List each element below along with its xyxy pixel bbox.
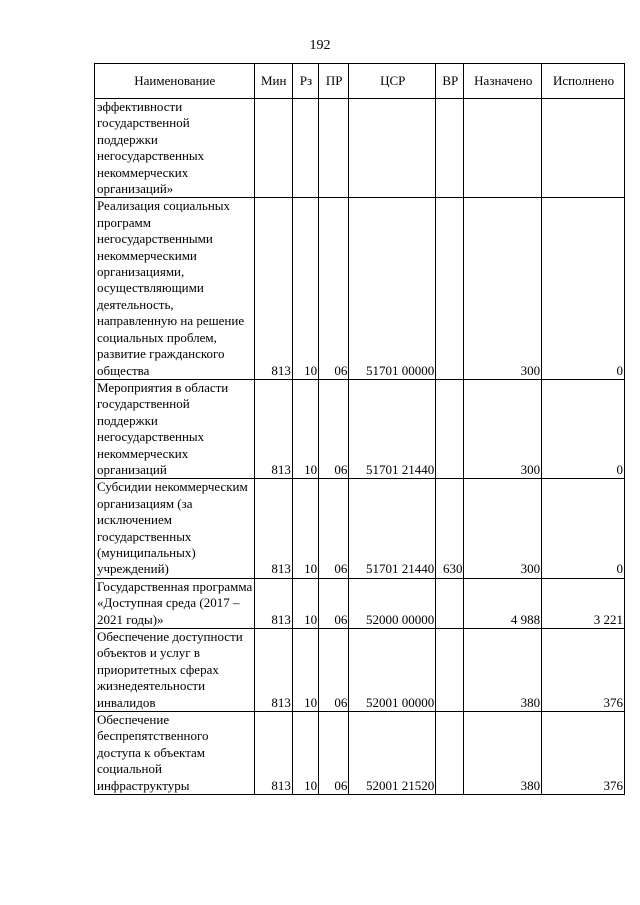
cell-rz	[292, 99, 318, 198]
cell-assigned: 300	[464, 479, 542, 578]
cell-csr: 51701 00000	[349, 198, 436, 379]
cell-rz: 10	[292, 198, 318, 379]
cell-vr	[436, 198, 464, 379]
header-pr: ПР	[319, 64, 349, 99]
cell-pr: 06	[319, 712, 349, 795]
header-executed: Исполнено	[542, 64, 625, 99]
cell-vr	[436, 578, 464, 628]
cell-csr: 51701 21440	[349, 479, 436, 578]
table-row	[95, 379, 625, 478]
table-row	[95, 479, 625, 578]
cell-pr: 06	[319, 629, 349, 712]
cell-executed	[542, 99, 625, 198]
cell-executed: 0	[542, 379, 625, 478]
cell-name: Обеспечение доступности объектов и услуг в приоритетных сферах жизнедеятельности инвалидов	[95, 629, 255, 712]
header-rz: Рз	[292, 64, 318, 99]
header-min: Мин	[254, 64, 292, 99]
cell-executed: 0	[542, 479, 625, 578]
header-csr: ЦСР	[349, 64, 436, 99]
header-vr: ВР	[436, 64, 464, 99]
cell-name: Государственная программа «Доступная среда (2017 – 2021 годы)»	[95, 578, 255, 628]
cell-vr: 630	[436, 479, 464, 578]
cell-name: Реализация социальных программ негосударственными некоммерческими организациями, осуществляющими деятельность, направленную на решение социальных проблем, развитие гражданского общества	[95, 198, 255, 379]
cell-pr: 06	[319, 198, 349, 379]
cell-executed: 0	[542, 198, 625, 379]
cell-rz: 10	[292, 479, 318, 578]
header-name: Наименование	[95, 64, 255, 99]
cell-csr: 52001 21520	[349, 712, 436, 795]
cell-rz: 10	[292, 578, 318, 628]
cell-min	[254, 99, 292, 198]
cell-assigned: 300	[464, 379, 542, 478]
cell-assigned	[464, 99, 542, 198]
cell-csr: 51701 21440	[349, 379, 436, 478]
cell-min: 813	[254, 479, 292, 578]
cell-pr: 06	[319, 379, 349, 478]
budget-table	[94, 63, 625, 795]
cell-name: Субсидии некоммерческим организациям (за исключением государственных (муниципальных) учреждений)	[95, 479, 255, 578]
cell-pr	[319, 99, 349, 198]
cell-csr	[349, 99, 436, 198]
cell-vr	[436, 99, 464, 198]
page-number: 192	[309, 38, 331, 53]
cell-rz: 10	[292, 712, 318, 795]
cell-executed: 3 221	[542, 578, 625, 628]
cell-assigned: 380	[464, 629, 542, 712]
cell-csr: 52001 00000	[349, 629, 436, 712]
cell-min: 813	[254, 629, 292, 712]
cell-assigned: 4 988	[464, 578, 542, 628]
table-row	[95, 712, 625, 795]
table-row	[95, 99, 625, 198]
cell-rz: 10	[292, 629, 318, 712]
cell-vr	[436, 712, 464, 795]
cell-min: 813	[254, 578, 292, 628]
table-row	[95, 629, 625, 712]
cell-csr: 52000 00000	[349, 578, 436, 628]
cell-min: 813	[254, 379, 292, 478]
cell-name: эффективности государственной поддержки негосударственных некоммерческих организаций»	[95, 99, 255, 198]
cell-assigned: 380	[464, 712, 542, 795]
cell-name: Обеспечение беспрепятственного доступа к объектам социальной инфраструктуры	[95, 712, 255, 795]
cell-pr: 06	[319, 578, 349, 628]
cell-assigned: 300	[464, 198, 542, 379]
cell-name: Мероприятия в области государственной поддержки негосударственных некоммерческих организаций	[95, 379, 255, 478]
cell-min: 813	[254, 198, 292, 379]
cell-pr: 06	[319, 479, 349, 578]
cell-rz: 10	[292, 379, 318, 478]
table-header-row	[95, 64, 625, 99]
header-assigned: Назначено	[464, 64, 542, 99]
cell-min: 813	[254, 712, 292, 795]
table-row	[95, 578, 625, 628]
table-row	[95, 198, 625, 379]
cell-vr	[436, 629, 464, 712]
cell-executed: 376	[542, 712, 625, 795]
cell-vr	[436, 379, 464, 478]
cell-executed: 376	[542, 629, 625, 712]
